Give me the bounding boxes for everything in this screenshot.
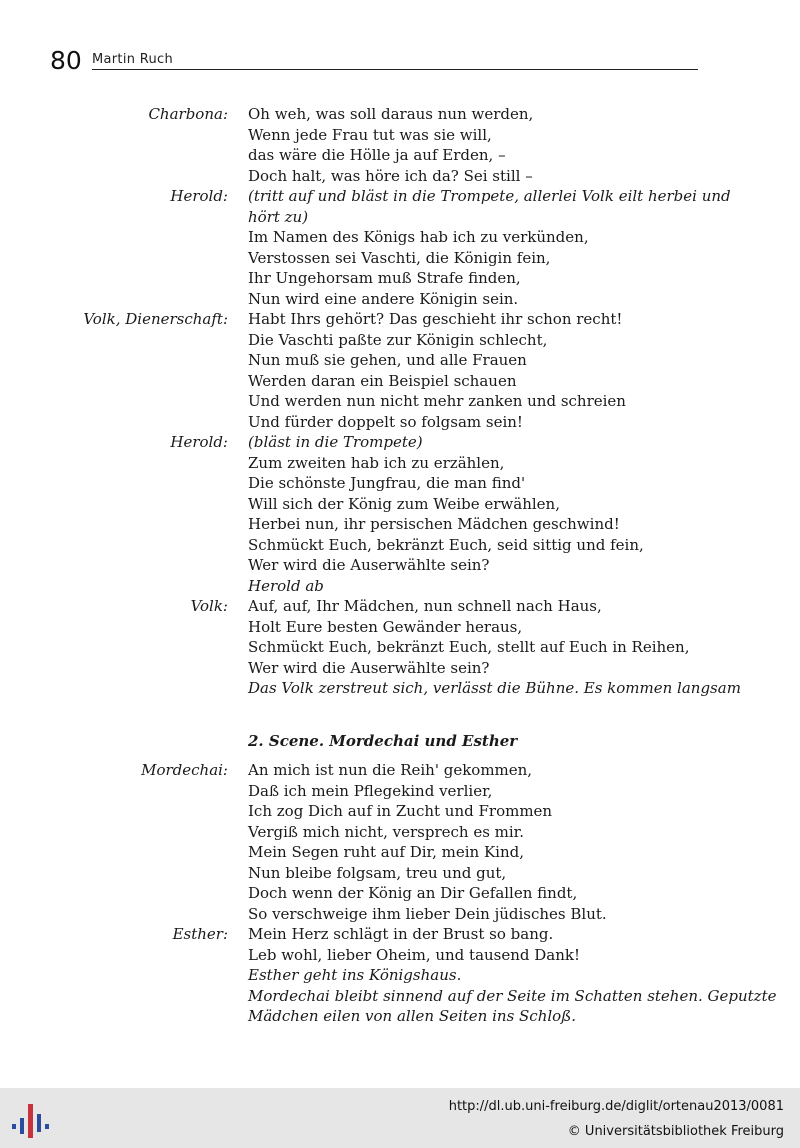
verse-line	[0, 904, 800, 925]
verse-line	[0, 473, 800, 494]
library-logo-icon	[10, 1100, 52, 1140]
verse-text: So verschweige ihm lieber Dein jüdisches Blut.	[248, 904, 607, 923]
stage-direction: hört zu)	[248, 207, 309, 226]
dialogue-block-1	[0, 104, 800, 699]
verse-text: Wer wird die Auserwählte sein?	[248, 658, 490, 677]
running-head: Martin Ruch	[92, 52, 173, 67]
verse-line	[0, 535, 800, 556]
verse-text: Die Vaschti paßte zur Königin schlecht,	[248, 330, 548, 349]
verse-text: Leb wohl, lieber Oheim, und tausend Dank!	[248, 945, 581, 964]
verse-line	[0, 289, 800, 310]
verse-line	[0, 678, 800, 699]
page-number: 80	[50, 46, 82, 75]
verse-line	[0, 432, 800, 453]
verse-line	[0, 514, 800, 535]
verse-text: Holt Eure besten Gewänder heraus,	[248, 617, 523, 636]
verse-line	[0, 945, 800, 966]
section-gap	[0, 699, 800, 731]
stage-direction: Das Volk zerstreut sich, verlässt die Bühne. Es kommen langsam	[248, 679, 741, 697]
speaker-label: Herold:	[170, 433, 228, 451]
verse-text: Doch wenn der König an Dir Gefallen findt,	[248, 884, 578, 902]
verse-line	[0, 268, 800, 289]
verse-line	[0, 637, 800, 658]
scene-heading-line	[0, 731, 800, 752]
verse-line	[0, 166, 800, 187]
speaker-label: Charbona:	[148, 105, 228, 123]
verse-line	[0, 309, 800, 330]
verse-text: Zum zweiten hab ich zu erzählen,	[248, 453, 505, 472]
verse-text: Mein Segen ruht auf Dir, mein Kind,	[248, 843, 524, 861]
verse-text: Nun muß sie gehen, und alle Frauen	[248, 351, 527, 369]
verse-line	[0, 883, 800, 904]
heading-gap	[0, 751, 800, 760]
scene-heading: 2. Scene. Mordechai und Esther	[248, 731, 518, 750]
speaker-label: Volk:	[190, 597, 228, 615]
verse-line	[0, 248, 800, 269]
verse-line	[0, 145, 800, 166]
verse-line	[0, 924, 800, 945]
speaker-label: Esther:	[172, 925, 228, 943]
speaker-label: Herold:	[170, 187, 228, 205]
verse-text: Daß ich mein Pflegekind verlier,	[248, 781, 493, 800]
verse-line	[0, 371, 800, 392]
verse-text: Wer wird die Auserwählte sein?	[248, 556, 490, 574]
verse-line	[0, 350, 800, 371]
verse-line	[0, 412, 800, 433]
verse-text: Herbei nun, ihr persischen Mädchen geschwind!	[248, 515, 620, 533]
speaker-label: Volk, Dienerschaft:	[83, 310, 228, 328]
verse-line	[0, 330, 800, 351]
copyright-notice: © Universitätsbibliothek Freiburg	[567, 1124, 784, 1139]
verse-line	[0, 555, 800, 576]
verse-text: Werden daran ein Beispiel schauen	[248, 371, 517, 390]
verse-line	[0, 391, 800, 412]
header-rule	[92, 69, 698, 70]
verse-line	[0, 186, 800, 207]
verse-line	[0, 576, 800, 597]
verse-line	[0, 986, 800, 1007]
verse-line	[0, 1006, 800, 1027]
verse-text: das wäre die Hölle ja auf Erden, –	[248, 146, 506, 164]
verse-text: Schmückt Euch, bekränzt Euch, stellt auf Euch in Reihen,	[248, 638, 690, 656]
verse-text: Ich zog Dich auf in Zucht und Frommen	[248, 802, 553, 820]
stage-direction: Esther geht ins Königshaus.	[248, 966, 462, 984]
verse-text: Verstossen sei Vaschti, die Königin fein,	[248, 248, 551, 267]
verse-text: Mein Herz schlägt in der Brust so bang.	[248, 925, 554, 943]
verse-line	[0, 760, 800, 781]
page-body	[0, 104, 800, 1027]
source-url-link[interactable]: http://dl.ub.uni-freiburg.de/diglit/ortenau2013/0081	[448, 1099, 784, 1114]
verse-line	[0, 781, 800, 802]
verse-text: Habt Ihrs gehört? Das geschieht ihr schon recht!	[248, 310, 623, 328]
verse-text: Die schönste Jungfrau, die man find'	[248, 474, 526, 492]
verse-text: An mich ist nun die Reih' gekommen,	[248, 761, 533, 779]
speaker-label: Mordechai:	[141, 761, 228, 779]
verse-line	[0, 453, 800, 474]
verse-line	[0, 801, 800, 822]
verse-text: Auf, auf, Ihr Mädchen, nun schnell nach Haus,	[248, 597, 602, 615]
verse-text: Oh weh, was soll daraus nun werden,	[248, 105, 534, 123]
stage-direction: Mordechai bleibt sinnend auf der Seite im Schatten stehen. Geputzte	[248, 986, 777, 1005]
verse-text: Doch halt, was höre ich da? Sei still –	[248, 166, 533, 185]
verse-line	[0, 617, 800, 638]
verse-text: Vergiß mich nicht, versprech es mir.	[248, 822, 524, 841]
verse-line	[0, 207, 800, 228]
verse-text: Ihr Ungehorsam muß Strafe finden,	[248, 269, 521, 287]
stage-direction: Mädchen eilen von allen Seiten ins Schloß.	[248, 1007, 576, 1025]
verse-line	[0, 494, 800, 515]
verse-text: Wenn jede Frau tut was sie will,	[248, 125, 492, 144]
verse-text: Nun wird eine andere Königin sein.	[248, 289, 519, 308]
verse-line	[0, 863, 800, 884]
verse-line	[0, 227, 800, 248]
stage-direction: (bläst in die Trompete)	[248, 433, 423, 451]
footer-bar	[0, 1088, 800, 1148]
stage-direction: Herold ab	[248, 576, 324, 595]
verse-line	[0, 125, 800, 146]
dialogue-block-2	[0, 760, 800, 1027]
verse-line	[0, 842, 800, 863]
stage-direction: (tritt auf und bläst in die Trompete, allerlei Volk eilt herbei und	[248, 187, 731, 205]
verse-text: Im Namen des Königs hab ich zu verkünden,	[248, 228, 589, 246]
verse-text: Schmückt Euch, bekränzt Euch, seid sittig und fein,	[248, 535, 644, 554]
verse-line	[0, 596, 800, 617]
verse-line	[0, 965, 800, 986]
verse-line	[0, 104, 800, 125]
verse-text: Will sich der König zum Weibe erwählen,	[248, 494, 560, 513]
verse-line	[0, 822, 800, 843]
verse-text: Und fürder doppelt so folgsam sein!	[248, 412, 523, 431]
verse-line	[0, 658, 800, 679]
verse-text: Nun bleibe folgsam, treu und gut,	[248, 863, 507, 882]
verse-text: Und werden nun nicht mehr zanken und schreien	[248, 392, 626, 410]
